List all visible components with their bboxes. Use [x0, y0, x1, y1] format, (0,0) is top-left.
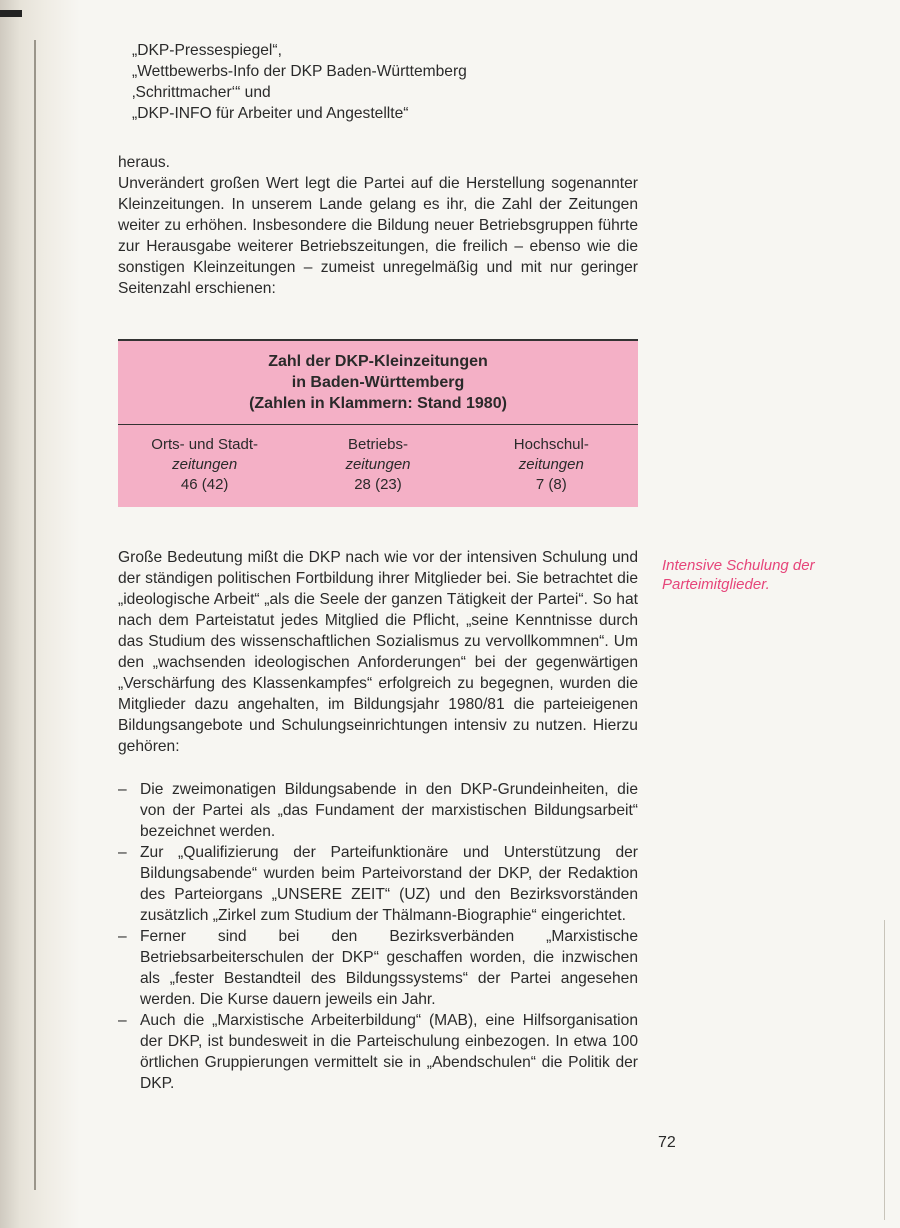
page-edge-line — [884, 920, 885, 1220]
title-line: ‚Schrittmacher‘“ und — [132, 84, 271, 101]
column-label: Hochschul- — [513, 436, 589, 453]
spine-line — [34, 40, 36, 1190]
main-text-column — [118, 40, 638, 1094]
margin-note-line: Intensive Schulung der — [662, 557, 815, 574]
column-label: zeitungen — [518, 456, 584, 473]
table-title-line: in Baden-Württemberg — [291, 374, 465, 391]
table-title — [118, 341, 638, 425]
margin-note-line: Parteimitglieder. — [662, 576, 770, 593]
table-columns — [118, 425, 638, 507]
column-label: Betriebs- — [347, 436, 408, 453]
publication-titles — [118, 40, 638, 124]
table-title-line: Zahl der DKP-Kleinzeitungen — [268, 353, 488, 370]
margin-note — [662, 556, 862, 594]
paragraph-heraus: heraus. — [118, 154, 171, 171]
column-value: 7 (8) — [535, 476, 567, 493]
title-line: „DKP-INFO für Arbeiter und Angestellte“ — [132, 105, 409, 122]
table-column-orts — [119, 435, 291, 495]
column-label: Orts- und Stadt- — [151, 436, 259, 453]
list-item: – Ferner sind bei den Bezirksverbänden „Marxistische Betriebsarbeiterschulen der DKP“ geschaffen worden, die inzwischen als „fester Bestandteil des Bildungssystems“ der Partei angesehen werden. Die Kurse dauern jeweils ein Jahr. — [118, 926, 638, 1010]
scan-mark — [0, 10, 22, 17]
list-item: – Zur „Qualifizierung der Parteifunktionäre und Unterstützung der Bildungsabende“ wurden beim Parteivorstand der DKP, der Redaktion des Parteiorgans „UNSERE ZEIT“ (UZ) und den Bezirksvorständen zusätzlich „Zirkel zum Studium der Thälmann-Biographie“ eingerichtet. — [118, 842, 638, 926]
table-column-betriebs — [292, 435, 464, 495]
list-item: – Die zweimonatigen Bildungsabende in den DKP-Grundeinheiten, die von der Partei als „das Fundament der marxistischen Bildungsarbeit“ bezeichnet werden. — [118, 779, 638, 842]
column-value: 46 (42) — [180, 476, 229, 493]
book-spine-shadow — [0, 0, 80, 1228]
bullet-list — [118, 779, 638, 1094]
column-label: zeitungen — [345, 456, 411, 473]
column-value: 28 (23) — [354, 476, 402, 493]
kleinzeitungen-table — [118, 339, 638, 507]
table-title-line: (Zahlen in Klammern: Stand 1980) — [249, 395, 507, 412]
title-line: „DKP-Pressespiegel“, — [132, 42, 282, 59]
paragraph-kleinzeitungen: Unverändert großen Wert legt die Partei auf die Herstellung sogenannter Kleinzeitungen. In unserem Lande gelang es ihr, die Zahl der Zeitungen weiter zu erhöhen. Insbesondere die Bildung neuer Betriebsgruppen führte zur Herausgabe weiterer Betriebszeitungen, die freilich – ebenso wie die sonstigen Kleinzeitungen – zumeist unregelmäßig und mit nur geringer Seitenzahl erschienen: — [118, 175, 638, 297]
column-label: zeitungen — [172, 456, 238, 473]
paragraph-schulung: Große Bedeutung mißt die DKP nach wie vor der intensiven Schulung und der ständigen politischen Fortbildung ihrer Mitglieder bei. Sie betrachtet die „ideologische Arbeit“ „als die Seele der ganzen Tätigkeit der Partei“. So hat nach dem Parteistatut jedes Mitglied die Pflicht, „seine Kenntnisse durch das Studium des wissenschaftlichen Sozialismus zu vervollkommnen“. Um den „wachsenden ideologischen Anforderungen“ bei der gegenwärtigen „Verschärfung des Klassenkampfes“ erfolgreich zu begegnen, wurden die Mitglieder dazu angehalten, im Bildungsjahr 1980/81 die parteieigenen Bildungsangebote und Schulungseinrichtungen intensiv zu nutzen. Hierzu gehören: — [118, 549, 638, 755]
page-number: 72 — [658, 1134, 676, 1151]
table-column-hochschul — [466, 435, 638, 495]
title-line: „Wettbewerbs-Info der DKP Baden-Württemberg — [132, 63, 467, 80]
list-item: – Auch die „Marxistische Arbeiterbildung“ (MAB), eine Hilfsorganisation der DKP, ist bundesweit in die Parteischulung einbezogen. In etwa 100 örtlichen Gruppierungen vermittelt sie in „Abendschulen“ die Politik der DKP. — [118, 1010, 638, 1094]
